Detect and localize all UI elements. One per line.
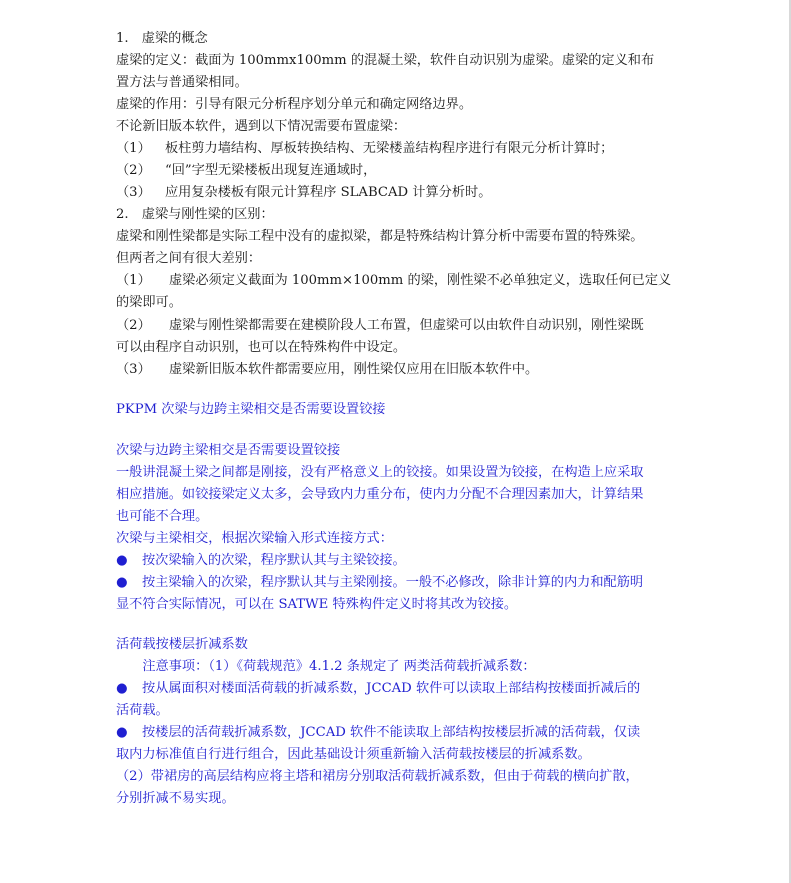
item-text: “回”字型无梁楼板出现复连通域时， [165, 163, 377, 178]
virtual-beam-function: 虚梁的作用：引导有限元分析程序划分单元和确定网络边界。 [116, 97, 473, 112]
section3-para-line3: 也可能不合理。 [116, 509, 209, 524]
section1-item-2 [116, 163, 376, 179]
section2-item-1-line2: 的梁即可。 [116, 295, 182, 310]
pkpm-title: PKPM 次梁与边跨主梁相交是否需要设置铰接 [116, 402, 386, 417]
bullet-icon: ● [116, 725, 128, 740]
live-load-note: 注意事项：（1）《荷载规范》4.1.2 条规定了 两类活荷载折减系数： [116, 659, 536, 674]
bullet-text: 按楼层的活荷载折减系数，JCCAD 软件不能读取上部结构按楼层折减的活荷载，仅读 [142, 725, 641, 740]
item-label: （3） [116, 362, 151, 377]
bullet-icon: ● [116, 681, 128, 696]
section4-bullet-2-line1 [116, 725, 640, 741]
item-label: （2） [116, 318, 151, 333]
item-text: 板柱剪力墙结构、厚板转换结构、无梁楼盖结构程序进行有限元分析计算时； [165, 141, 614, 156]
section2-intro-line1: 虚梁和刚性梁都是实际工程中没有的虚拟梁，都是特殊结构计算分析中需要布置的特殊梁。 [116, 229, 644, 244]
section4-bullet-2-line2: 取内力标准值自行进行组合，因此基础设计须重新输入活荷载按楼层的折减系数。 [116, 747, 591, 762]
virtual-beam-definition-line2: 置方法与普通梁相同。 [116, 75, 248, 90]
bullet-text: 按次梁输入的次梁，程序默认其与主梁铰接。 [142, 553, 406, 568]
section3-intro: 次梁与主梁相交，根据次梁输入形式连接方式： [116, 531, 393, 546]
item-label: （1） [116, 141, 151, 156]
section2-item-3-line1 [116, 362, 538, 378]
item-text: 虚梁与刚性梁都需要在建模阶段人工布置，但虚梁可以由软件自动识别，刚性梁既 [169, 318, 644, 333]
item-label: （3） [116, 185, 151, 200]
item-text: 虚梁新旧版本软件都需要应用，刚性梁仅应用在旧版本软件中。 [169, 362, 539, 377]
section1-item-1 [116, 141, 613, 157]
section4-bullet-1-line1 [116, 681, 640, 697]
section2-heading: 2. 虚梁与刚性梁的区别： [116, 207, 274, 222]
section2-item-2-line1 [116, 318, 644, 334]
bullet-icon: ● [116, 553, 128, 568]
item-text: 虚梁必须定义截面为 100mm×100mm 的梁，刚性梁不必单独定义，选取任何已定义 [169, 273, 672, 288]
item-label: （2） [116, 163, 151, 178]
section1-item-3 [116, 185, 491, 201]
section4-item-2-line2: 分别折减不易实现。 [116, 791, 235, 806]
item-label: （1） [116, 273, 151, 288]
item-text: 应用复杂楼板有限元计算程序 SLABCAD 计算分析时。 [165, 185, 492, 200]
section1-heading: 1. 虚梁的概念 [116, 31, 208, 46]
bullet-text: 按主梁输入的次梁，程序默认其与主梁刚接。一般不必修改，除非计算的内力和配筋明 [142, 575, 644, 590]
section1-intro: 不论新旧版本软件，遇到以下情况需要布置虚梁： [116, 119, 407, 134]
section2-item-1-line1 [116, 273, 671, 289]
section4-bullet-1-line2: 活荷载。 [116, 703, 169, 718]
section3-bullet-1 [116, 553, 406, 569]
section2-intro-line2: 但两者之间有很大差别： [116, 251, 262, 266]
virtual-beam-definition-line1: 虚梁的定义：截面为 100mmx100mm 的混凝土梁，软件自动识别为虚梁。虚梁的定义和布 [116, 53, 655, 68]
section3-bullet-2-line2: 显不符合实际情况，可以在 SATWE 特殊构件定义时将其改为铰接。 [116, 597, 518, 612]
section2-item-2-line2: 可以由程序自动识别，也可以在特殊构件中设定。 [116, 340, 407, 355]
bullet-text: 按从属面积对楼面活荷载的折减系数，JCCAD 软件可以读取上部结构按楼面折减后的 [142, 681, 641, 696]
section4-item-2-line1: （2）带裙房的高层结构应将主塔和裙房分别取活荷载折减系数，但由于荷载的横向扩散， [116, 769, 639, 784]
bullet-icon: ● [116, 575, 128, 590]
section3-bullet-2-line1 [116, 575, 643, 591]
section3-para-line2: 相应措施。如铰接梁定义太多，会导致内力重分布，使内力分配不合理因素加大，计算结果 [116, 487, 644, 502]
section3-para-line1: 一般讲混凝土梁之间都是刚接，没有严格意义上的铰接。如果设置为铰接，在构造上应采取 [116, 465, 644, 480]
secondary-beam-subtitle: 次梁与边跨主梁相交是否需要设置铰接 [116, 443, 341, 458]
live-load-title: 活荷载按楼层折减系数 [116, 637, 248, 652]
